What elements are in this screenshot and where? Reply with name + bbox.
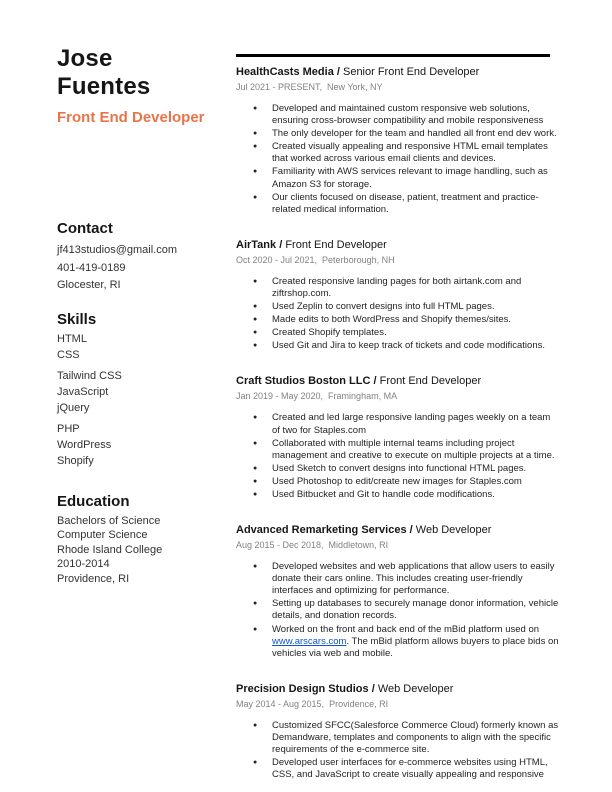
bullet-text: Developed and maintained custom responsive web solutions, ensuring cross-browser compatibility and mobile responsiveness: [272, 103, 544, 127]
bullet-icon: ●: [253, 477, 258, 485]
job-section-precision-design: [236, 683, 560, 781]
bullet-text-pre: Worked on the front and back end of the mBid platform used on: [272, 623, 540, 635]
bullet-text: Used Zeplin to convert designs into full HTML pages.: [272, 301, 495, 313]
job-role: Front End Developer: [285, 238, 387, 251]
bullet-text: Created and led large responsive landing pages weekly on a team of two for Staples.com: [272, 412, 551, 436]
bullet-text: Used Sketch to convert designs into functional HTML pages.: [272, 462, 527, 474]
job-role: Web Developer: [415, 524, 492, 537]
resume-sidebar: [57, 45, 222, 586]
bullet-item: [253, 327, 560, 339]
bullet-item: [253, 463, 560, 475]
bullet-icon: ●: [253, 414, 258, 422]
bullet-text: Created responsive landing pages for both airtank.com and ziftrshop.com.: [272, 275, 522, 299]
education-school: Rhode Island College: [57, 543, 163, 556]
bullet-item: [253, 141, 560, 165]
bullet-icon: ●: [253, 303, 258, 311]
skill-item: Tailwind CSS: [57, 369, 122, 382]
job-company: Craft Studios Boston LLC /: [236, 375, 377, 388]
job-bullet-list: [236, 720, 560, 781]
bullet-item: [253, 757, 560, 781]
bullet-text: [272, 624, 559, 659]
bullet-item: [253, 720, 560, 756]
bullet-item: [253, 103, 560, 127]
education-years: 2010-2014: [57, 558, 110, 570]
bullet-item: [253, 128, 560, 140]
job-bullet-list: [236, 412, 560, 501]
skill-item: JavaScript: [57, 385, 109, 398]
bullet-icon: ●: [253, 130, 258, 138]
job-title: [236, 683, 560, 696]
skill-item: CSS: [57, 348, 80, 361]
bullet-icon: ●: [253, 490, 258, 498]
bullet-icon: ●: [253, 316, 258, 324]
job-role: Senior Front End Developer: [342, 66, 480, 78]
contact-section: [57, 242, 222, 295]
bullet-item: [253, 438, 560, 462]
job-company: Precision Design Studios /: [236, 682, 375, 695]
bullet-item: [253, 166, 560, 190]
education-major: Computer Science: [57, 529, 148, 541]
contact-location: Glocester, RI: [57, 279, 121, 291]
skill-group: [57, 368, 222, 416]
job-title: [236, 375, 560, 388]
bullet-text: The only developer for the team and handled all front end dev work.: [272, 128, 557, 140]
job-role: Front End Developer: [379, 375, 482, 388]
bullet-text-post: . The mBid platform allows buyers to place bids on vehicles via web and mobile.: [272, 635, 559, 659]
skill-item: Shopify: [57, 454, 94, 467]
education-heading: Education: [57, 492, 130, 510]
bullet-item: [253, 598, 560, 622]
job-meta: Aug 2015 - Dec 2018, Middletown, RI: [236, 540, 389, 551]
bullet-text: Collaborated with multiple internal teams including project management and creative to execute on multiple projects at a time.: [272, 437, 555, 461]
job-title: [236, 66, 560, 79]
bullet-icon: ●: [253, 105, 258, 112]
job-company: HealthCasts Media /: [236, 66, 340, 78]
bullet-text: Made edits to both WordPress and Shopify themes/sites.: [272, 314, 512, 326]
bullet-text: Used Bitbucket and Git to handle code modifications.: [272, 488, 495, 500]
bullet-item: [253, 476, 560, 488]
job-title: [236, 524, 560, 537]
job-meta: Jul 2021 - PRESENT, New York, NY: [236, 82, 383, 92]
education-degree: Bachelors of Science: [57, 514, 161, 527]
bullet-icon: ●: [253, 464, 258, 472]
resume-title: Front End Developer: [57, 109, 205, 126]
job-meta: Oct 2020 - Jul 2021, Peterborough, NH: [236, 254, 395, 265]
job-meta: May 2014 - Aug 2015, Providence, RI: [236, 698, 389, 709]
bullet-item: [253, 561, 560, 597]
bullet-icon: ●: [253, 563, 258, 571]
bullet-item: [253, 301, 560, 313]
skills-section: [57, 331, 222, 469]
contact-phone: 401-419-0189: [57, 261, 126, 274]
skills-heading: Skills: [57, 310, 97, 328]
bullet-item: [253, 624, 560, 660]
skill-item: WordPress: [57, 438, 112, 451]
bullet-icon: ●: [253, 439, 258, 447]
bullet-item: [253, 314, 560, 326]
bullet-icon: ●: [253, 193, 258, 201]
skill-item: HTML: [57, 332, 87, 345]
job-section-airtank: [236, 239, 560, 353]
bullet-item: [253, 489, 560, 501]
arscars-link[interactable]: www.arscars.com: [272, 635, 347, 647]
bullet-icon: ●: [253, 329, 258, 337]
bullet-text: Used Git and Jira to keep track of tickets and code modifications.: [272, 340, 545, 352]
skill-item: jQuery: [57, 401, 90, 414]
bullet-text: Created Shopify templates.: [272, 327, 387, 339]
job-meta: Jan 2019 - May 2020, Framingham, MA: [236, 391, 398, 402]
job-section-advanced-remarketing: [236, 524, 560, 660]
resume-name: Jose Fuentes: [57, 45, 151, 100]
contact-email: jf413studios@gmail.com: [57, 244, 177, 256]
bullet-item: [253, 192, 560, 216]
bullet-icon: ●: [253, 600, 258, 608]
bullet-icon: ●: [253, 143, 258, 151]
bullet-item: [253, 412, 560, 436]
job-bullet-list: [236, 103, 560, 216]
bullet-item: [253, 276, 560, 300]
bullet-icon: ●: [253, 625, 258, 633]
bullet-icon: ●: [253, 759, 258, 767]
bullet-text: Created visually appealing and responsive HTML email templates that worked across various email clients and devices.: [272, 141, 548, 165]
bullet-icon: ●: [253, 168, 258, 176]
bullet-text: Setting up databases to securely manage donor information, vehicle details, and donation records.: [272, 598, 559, 622]
skill-item: PHP: [57, 422, 80, 435]
bullet-icon: ●: [253, 342, 258, 350]
job-role: Web Developer: [377, 682, 454, 695]
job-bullet-list: [236, 276, 560, 353]
job-section-healthcasts: [236, 66, 560, 216]
bullet-item: [253, 340, 560, 352]
education-location: Providence, RI: [57, 572, 130, 585]
contact-heading: Contact: [57, 220, 113, 237]
bullet-text: Developed user interfaces for e-commerce websites using HTML, CSS, and JavaScript to create visually appealing and responsive: [272, 757, 548, 781]
job-company: AirTank /: [236, 238, 283, 251]
bullet-text: Developed websites and web applications that allow users to easily donate their cars online. This includes creating user-friendly interfaces and optimizing for performance.: [272, 561, 555, 597]
job-company: Advanced Remarketing Services /: [236, 524, 413, 537]
job-title: [236, 239, 560, 252]
skill-group: [57, 421, 222, 469]
section-divider-rule: [236, 54, 550, 57]
job-section-craft-studios: [236, 375, 560, 501]
education-section: [57, 514, 222, 587]
bullet-text: Used Photoshop to edit/create new images for Staples.com: [272, 475, 522, 487]
bullet-text: Familiarity with AWS services relevant to image handling, such as Amazon S3 for storage.: [272, 166, 548, 190]
job-bullet-list: [236, 561, 560, 660]
bullet-icon: ●: [253, 277, 258, 285]
bullet-icon: ●: [253, 721, 258, 729]
bullet-text: Our clients focused on disease, patient, treatment and practice-related medical information.: [272, 191, 539, 215]
skill-group: [57, 331, 222, 363]
resume-experience-column: [236, 54, 560, 782]
bullet-text: Customized SFCC(Salesforce Commerce Cloud) formerly known as Demandware, templates and components to align with the specific requirements of the e-commerce site.: [272, 719, 559, 755]
